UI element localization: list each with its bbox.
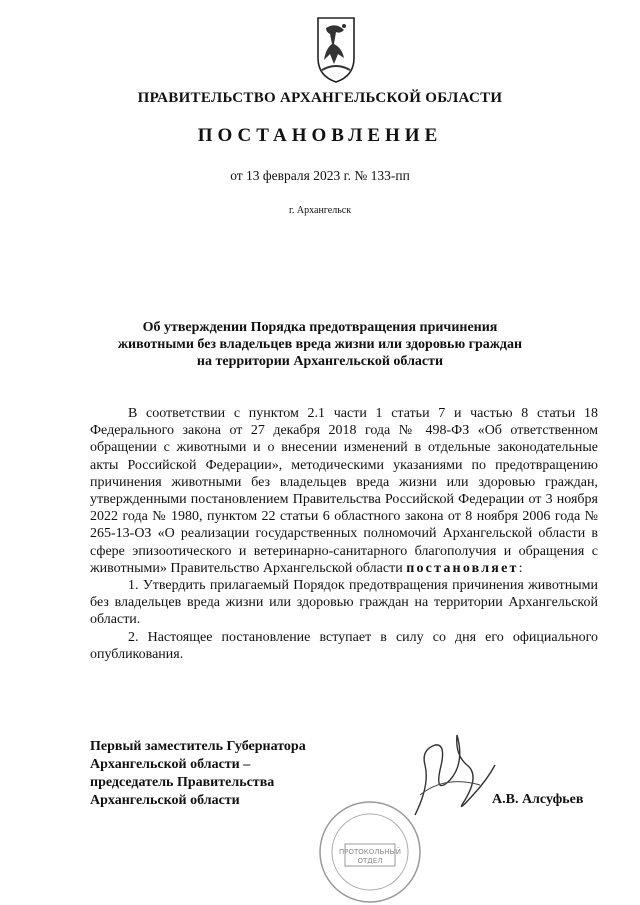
position-line: председатель Правительства bbox=[90, 775, 275, 790]
intro-paragraph bbox=[90, 405, 598, 577]
item-paragraph: 2. Настоящее постановление вступает в силу со дня его официального опубликования. bbox=[90, 629, 598, 662]
position-line: Архангельской области – bbox=[90, 757, 251, 772]
official-stamp-icon bbox=[315, 790, 425, 905]
document-place: г. Архангельск bbox=[288, 205, 352, 216]
position-line: Архангельской области bbox=[90, 793, 240, 808]
document-date-number: от 13 февраля 2023 г. № 133-пп bbox=[230, 168, 410, 183]
item-paragraph: 1. Утвердить прилагаемый Порядок предотвращения причинения животными без владельцев вреда жизни или здоровью граждан на территории Архангельской области. bbox=[90, 578, 598, 628]
coat-of-arms-icon bbox=[314, 14, 358, 84]
title-line: Об утверждении Порядка предотвращения причинения bbox=[142, 320, 498, 335]
document-body bbox=[90, 405, 598, 663]
decree-word: постановляет bbox=[406, 560, 519, 576]
document-type: ПОСТАНОВЛЕНИЕ bbox=[197, 125, 443, 146]
stamp-text: ПРОТОКОЛЬНЫЙ bbox=[338, 848, 402, 856]
intro-text: В соответствии с пунктом 2.1 части 1 статьи 7 и частью 8 статьи 18 Федерального закона от 27 декабря 2018 года № 498-ФЗ «Об ответственном обращении с животными и о внесении изменений в отдельные законодательные акты Российской Федерации», методическими указаниями по предотвращению причинения животными без владельцев вреда жизни или здоровью граждан, утвержденными постановлением Правительства Российской Федерации от 3 ноября 2022 года № 1980, пунктом 22 статьи 6 областного закона от 8 ноября 2006 года № 265-13-ОЗ «О реализации государственных полномочий Архангельской области в сфере эпизоотического и ветеринарно-санитарного благополучия и обращения с животными» Правительство Архангельской области bbox=[90, 406, 598, 576]
position-line: Первый заместитель Губернатора bbox=[90, 739, 306, 754]
government-name: ПРАВИТЕЛЬСТВО АРХАНГЕЛЬСКОЙ ОБЛАСТИ bbox=[137, 90, 503, 106]
signatory-name: А.В. Алсуфьев bbox=[492, 792, 584, 807]
stamp-text: ОТДЕЛ bbox=[357, 857, 383, 865]
title-line: на территории Архангельской области bbox=[196, 354, 444, 369]
title-line: животными без владельцев вреда жизни или здоровью граждан bbox=[117, 337, 523, 352]
signatory-position bbox=[90, 738, 306, 810]
decree-colon: : bbox=[518, 560, 523, 576]
document-title bbox=[95, 319, 545, 370]
